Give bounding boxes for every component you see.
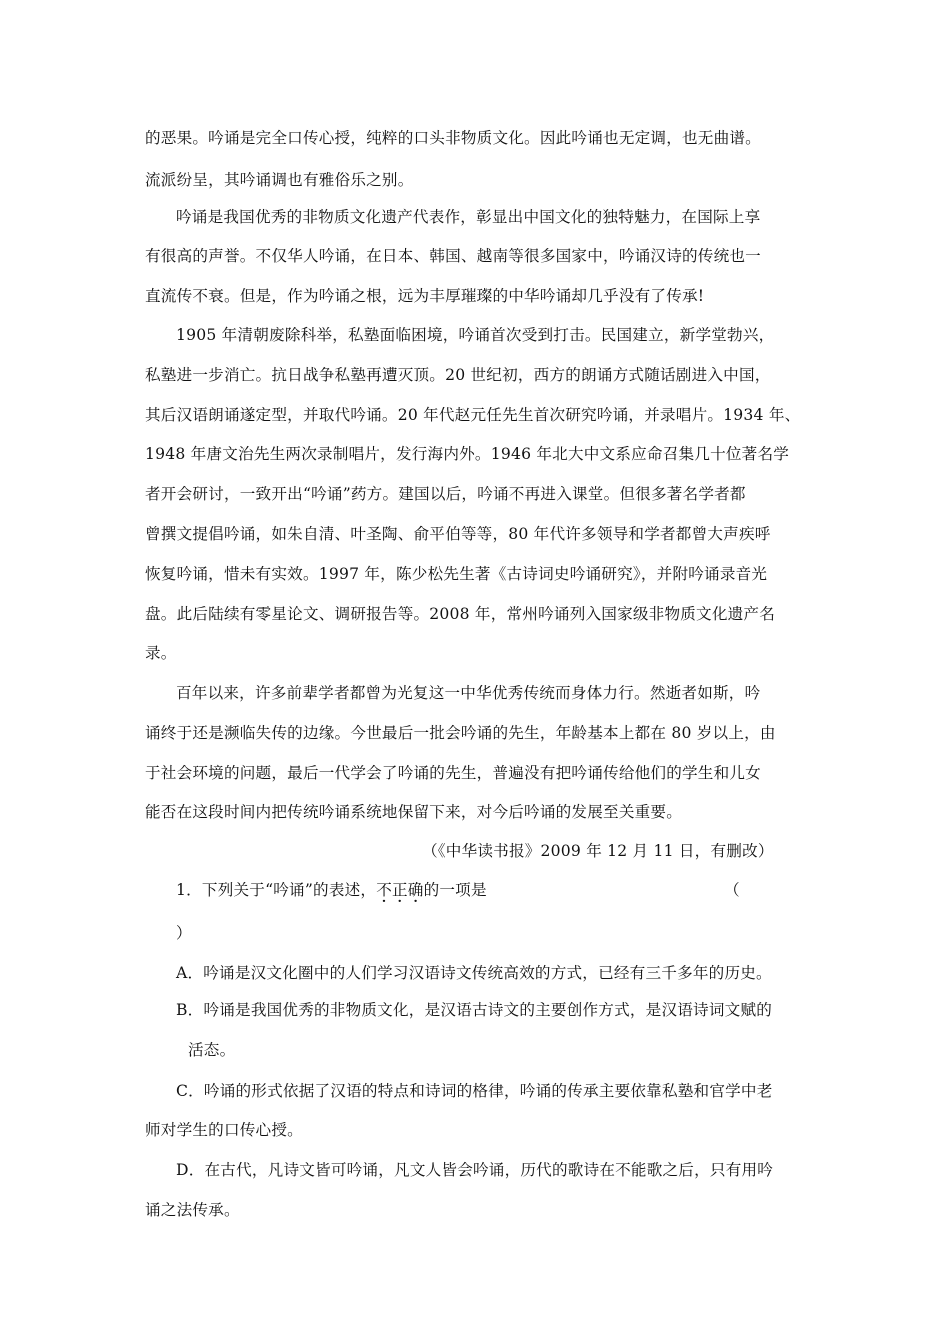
answer-paren-open: （ <box>724 881 740 899</box>
emphasis-char: 不 <box>376 881 392 899</box>
option-d-cont: 诵之法传承。 <box>145 1201 240 1219</box>
text-line: 私塾进一步消亡。抗日战争私塾再遭灭顶。20 世纪初，西方的朗诵方式随话剧进入中国， <box>145 366 771 384</box>
paragraph-start: 百年以来，许多前辈学者都曾为光复这一中华优秀传统而身体力行。然逝者如斯，吟 <box>176 684 761 702</box>
question-stem <box>176 880 487 900</box>
paragraph-start: 1905 年清朝废除科举，私塾面临困境，吟诵首次受到打击。民国建立，新学堂勃兴， <box>176 326 775 344</box>
option-a: A．吟诵是汉文化圈中的人们学习汉语诗文传统高效的方式，已经有三千多年的历史。 <box>176 964 772 982</box>
text-line: 诵终于还是濒临失传的边缘。今世最后一批会吟诵的先生，年龄基本上都在 80 岁以上，由 <box>145 724 776 742</box>
text-line: 能否在这段时间内把传统吟诵系统地保留下来，对今后吟诵的发展至关重要。 <box>145 803 682 821</box>
question-suffix: 的一项是 <box>423 881 487 899</box>
text-line: 曾撰文提倡吟诵，如朱自清、叶圣陶、俞平伯等等，80 年代许多领导和学者都曾大声疾呼 <box>145 525 771 543</box>
option-d: D．在古代，凡诗文皆可吟诵，凡文人皆会吟诵，历代的歌诗在不能歌之后，只有用吟 <box>176 1161 774 1179</box>
text-line: 者开会研讨，一致开出“吟诵”药方。建国以后，吟诵不再进入课堂。但很多著名学者都 <box>145 485 746 503</box>
text-line: 1948 年唐文治先生两次录制唱片，发行海内外。1946 年北大中文系应命召集几十位著名学 <box>145 445 790 463</box>
question-prefix: 1．下列关于“吟诵”的表述， <box>176 881 377 899</box>
text-line: 恢复吟诵，惜未有实效。1997 年，陈少松先生著《古诗词史吟诵研究》，并附吟诵录音光 <box>145 565 768 583</box>
option-c: C．吟诵的形式依据了汉语的特点和诗词的格律，吟诵的传承主要依靠私塾和官学中老 <box>176 1082 773 1100</box>
option-c-cont: 师对学生的口传心授。 <box>145 1121 303 1139</box>
paragraph-start: 吟诵是我国优秀的非物质文化遗产代表作，彰显出中国文化的独特魅力，在国际上享 <box>176 208 761 226</box>
text-line: 其后汉语朗诵遂定型，并取代吟诵。20 年代赵元任先生首次研究吟诵，并录唱片。1934 年、 <box>145 406 801 424</box>
source-citation: （《中华读书报》2009 年 12 月 11 日，有删改） <box>422 842 774 860</box>
text-line: 于社会环境的问题，最后一代学会了吟诵的先生，普遍没有把吟诵传给他们的学生和儿女 <box>145 764 761 782</box>
emphasis-char: 确 <box>407 881 424 899</box>
option-b: B．吟诵是我国优秀的非物质文化，是汉语古诗文的主要创作方式，是汉语诗词文赋的 <box>176 1001 773 1019</box>
option-b-cont: 活态。 <box>188 1041 236 1059</box>
answer-paren-close: ） <box>176 924 192 942</box>
emphasis-char: 正 <box>392 881 408 899</box>
text-line: 盘。此后陆续有零星论文、调研报告等。2008 年，常州吟诵列入国家级非物质文化遗产名 <box>145 605 776 623</box>
text-line: 流派纷呈，其吟诵调也有雅俗乐之别。 <box>145 171 414 189</box>
text-line: 录。 <box>145 644 177 662</box>
text-line: 直流传不衰。但是，作为吟诵之根，远为丰厚璀璨的中华吟诵却几乎没有了传承! <box>145 287 705 305</box>
text-line: 有很高的声誉。不仅华人吟诵，在日本、韩国、越南等很多国家中，吟诵汉诗的传统也一 <box>145 247 761 265</box>
text-line: 的恶果。吟诵是完全口传心授，纯粹的口头非物质文化。因此吟诵也无定调，也无曲谱。 <box>145 129 761 147</box>
